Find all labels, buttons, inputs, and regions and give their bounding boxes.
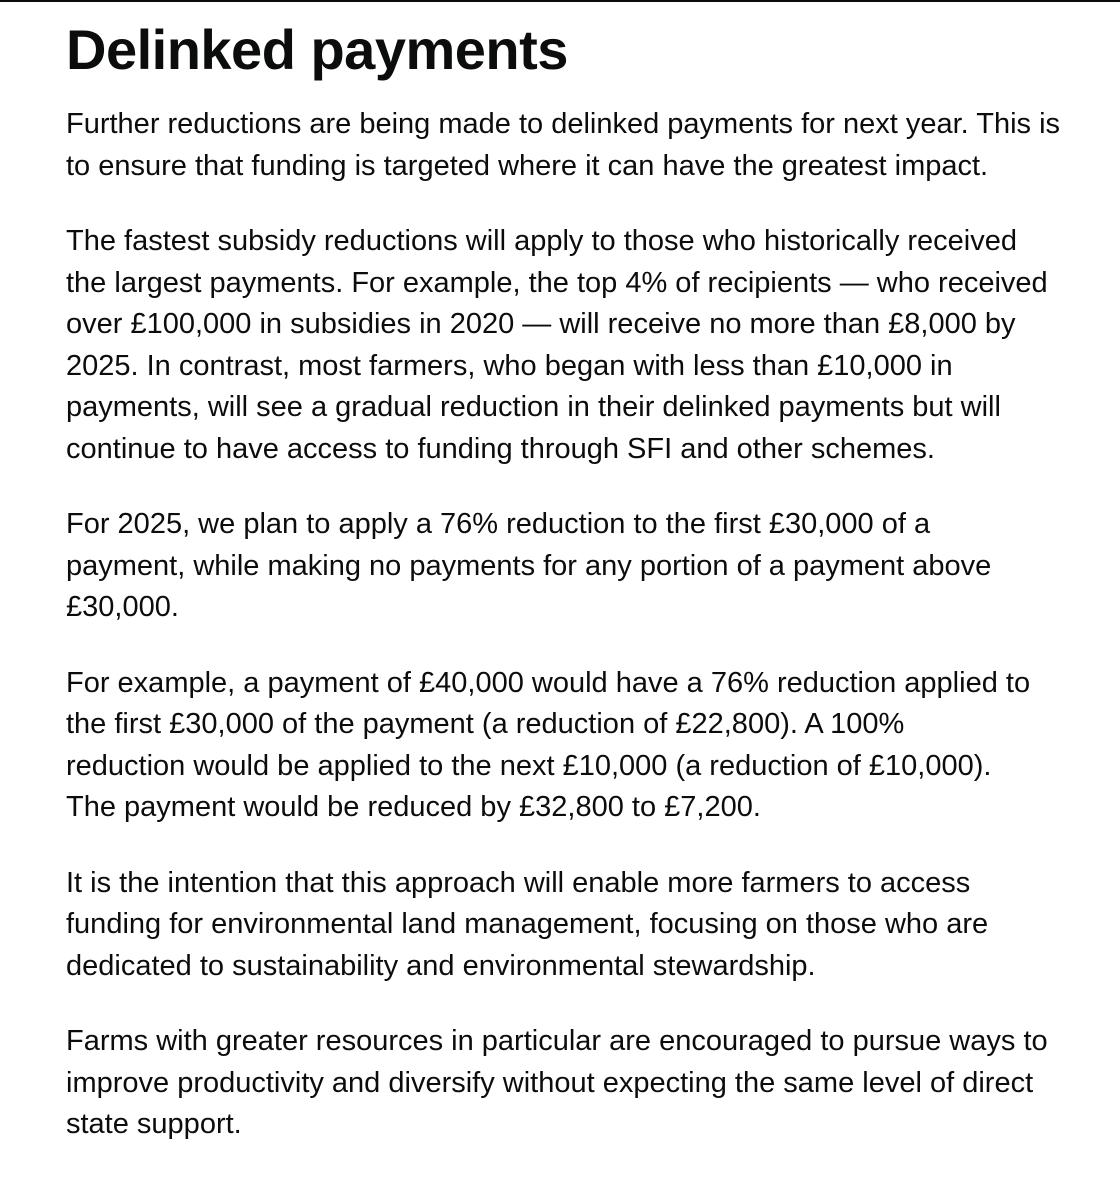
- text-line: payment, while making no payments for any portion of a payment above: [66, 549, 992, 582]
- paragraph-2025-plan: [66, 504, 1120, 629]
- article-content: [66, 20, 1120, 1180]
- paragraph-intention: [66, 863, 1120, 988]
- text-line: For example, a payment of £40,000 would have a 76% reduction applied to: [66, 666, 1031, 699]
- page-title: Delinked payments: [66, 20, 568, 81]
- text-line: state support.: [66, 1108, 242, 1140]
- text-line: £30,000.: [66, 591, 179, 623]
- text-line: improve productivity and diversify without expecting the same level of direct: [66, 1066, 1034, 1099]
- paragraph-example: [66, 663, 1120, 829]
- text-line: The fastest subsidy reductions will apply to those who historically received: [66, 225, 1018, 257]
- text-line: the first £30,000 of the payment (a reduction of £22,800). A 100%: [66, 708, 905, 740]
- text-line: funding for environmental land management, focusing on those who are: [66, 908, 989, 940]
- text-line: 2025. In contrast, most farmers, who began with less than £10,000 in: [66, 349, 953, 382]
- text-line: reduction would be applied to the next £10,000 (a reduction of £10,000).: [66, 749, 992, 782]
- text-line: It is the intention that this approach will enable more farmers to access: [66, 866, 971, 899]
- top-divider: [0, 0, 1120, 2]
- text-line: payments, will see a gradual reduction in their delinked payments but will: [66, 391, 1001, 423]
- text-line: dedicated to sustainability and environmental stewardship.: [66, 949, 816, 982]
- text-line: over £100,000 in subsidies in 2020 — will receive no more than £8,000 by: [66, 308, 1016, 340]
- text-line: Further reductions are being made to delinked payments for next year. This is: [66, 108, 1061, 140]
- text-line: continue to have access to funding through SFI and other schemes.: [66, 432, 935, 465]
- text-line: Farms with greater resources in particular are encouraged to pursue ways to: [66, 1025, 1048, 1057]
- text-line: The payment would be reduced by £32,800 to £7,200.: [66, 791, 761, 823]
- text-line: For 2025, we plan to apply a 76% reduction to the first £30,000 of a: [66, 508, 931, 540]
- paragraph-farms: [66, 1021, 1120, 1146]
- paragraph-intro: [66, 104, 1120, 187]
- text-line: to ensure that funding is targeted where it can have the greatest impact.: [66, 149, 989, 182]
- text-line: the largest payments. For example, the top 4% of recipients — who received: [66, 266, 1048, 299]
- paragraph-reductions: [66, 221, 1120, 470]
